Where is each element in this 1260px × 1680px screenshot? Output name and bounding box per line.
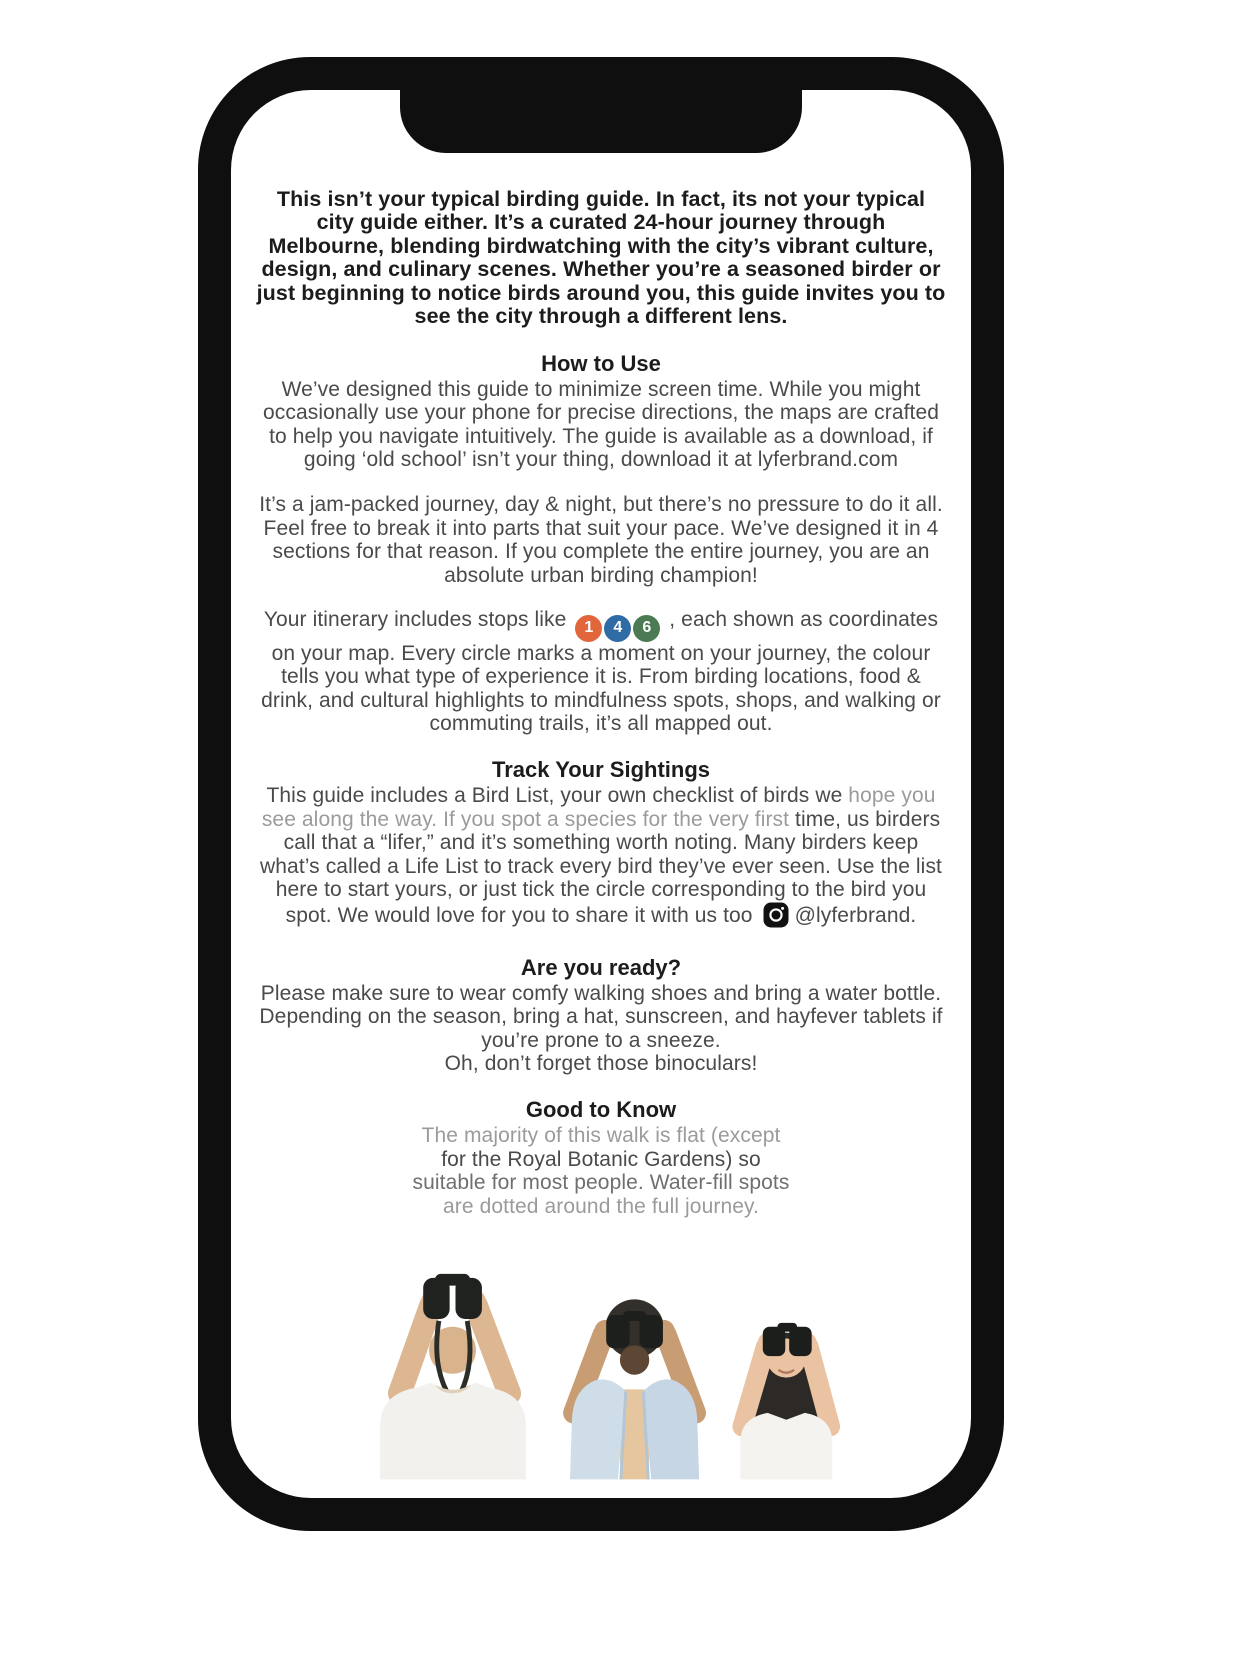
stop-marker-1: 1 <box>575 615 602 642</box>
good-to-know-line-4: are dotted around the full journey. <box>443 1194 759 1218</box>
itinerary-rest: , each shown as coordinates on your map. Every circle marks a moment on your journey, the colour tells you what type of experience it is. From birding locations, food & drink, and cultural highlights to mindfulness spots, shops, and walking or commuting trails, it’s all mapped out. <box>261 608 941 736</box>
itinerary-lead: Your itinerary includes stops like <box>263 608 567 632</box>
how-to-use-body: We’ve designed this guide to minimize screen time. While you might occasionally use your phone for precise directions, the maps are crafted to help you navigate intuitively. The guide is available as a download, if going ‘old school’ isn’t your thing, download it at lyferbrand.com <box>262 377 940 472</box>
birdwatchers-photo <box>341 1244 889 1480</box>
how-to-use-heading: How to Use <box>541 350 661 376</box>
track-sightings-body <box>256 784 946 934</box>
phone-screen <box>231 90 971 1498</box>
instagram-icon <box>763 902 789 934</box>
ready-body <box>256 982 946 1076</box>
intro-paragraph: This isn’t your typical birding guide. In fact, its not your typical city guide either. It’s a curated 24-hour journey through Melbourne, blending birdwatching with the city’s vibrant culture, design, and culinary scenes. Whether you’re a seasoned birder or just beginning to notice birds around you, this guide invites you to see the city through a different lens. <box>256 186 946 329</box>
stop-markers <box>574 608 661 637</box>
journey-paragraph: It’s a jam-packed journey, day & night, but there’s no pressure to do it all. Feel free to break it into parts that suit your pace. We’ve designed it in 4 sections for that reason. If you complete the entire journey, you are an absolute urban birding champion! <box>259 492 943 587</box>
ready-body-text: Please make sure to wear comfy walking shoes and bring a water bottle. Depending on the season, bring a hat, sunscreen, and hayfever tablets if you’re prone to a sneeze. <box>259 981 943 1052</box>
ready-heading: Are you ready? <box>520 954 682 980</box>
track-segment-1: This guide includes a Bird List, your own checklist of birds we <box>266 783 849 807</box>
good-to-know-line-2: for the Royal Botanic Gardens) so <box>441 1147 761 1171</box>
track-sightings-heading: Track Your Sightings <box>491 756 710 782</box>
good-to-know-line-3: suitable for most people. Water-fill spots <box>412 1171 790 1195</box>
birdwatcher-right <box>740 1323 832 1480</box>
stop-marker-6: 6 <box>633 615 660 642</box>
ready-body-line2: Oh, don’t forget those binoculars! <box>444 1052 758 1076</box>
good-to-know-heading: Good to Know <box>525 1096 677 1122</box>
good-to-know-line-1: The majority of this walk is flat (except <box>421 1123 781 1147</box>
track-segment-light: hope you see along the way. If you spot a species for the very first <box>261 783 936 831</box>
stop-marker-4: 4 <box>604 615 631 642</box>
track-segment-2: time, us birders call that a “lifer,” and it’s something worth noting. Many birders keep what’s called a Life List to track every bird they’ve ever seen. Use the list here to start yours, or just tick the circle corresponding to the bird you spot. We would love for you to share it with us too <box>260 807 942 927</box>
birdwatcher-middle <box>570 1300 699 1480</box>
phone-notch <box>400 90 802 153</box>
itinerary-paragraph <box>256 608 946 736</box>
instagram-handle: @lyferbrand. <box>794 903 917 927</box>
good-to-know-body <box>366 1124 836 1218</box>
guide-content <box>256 166 946 1480</box>
phone-frame <box>198 57 1004 1531</box>
birdwatcher-left <box>380 1274 526 1480</box>
